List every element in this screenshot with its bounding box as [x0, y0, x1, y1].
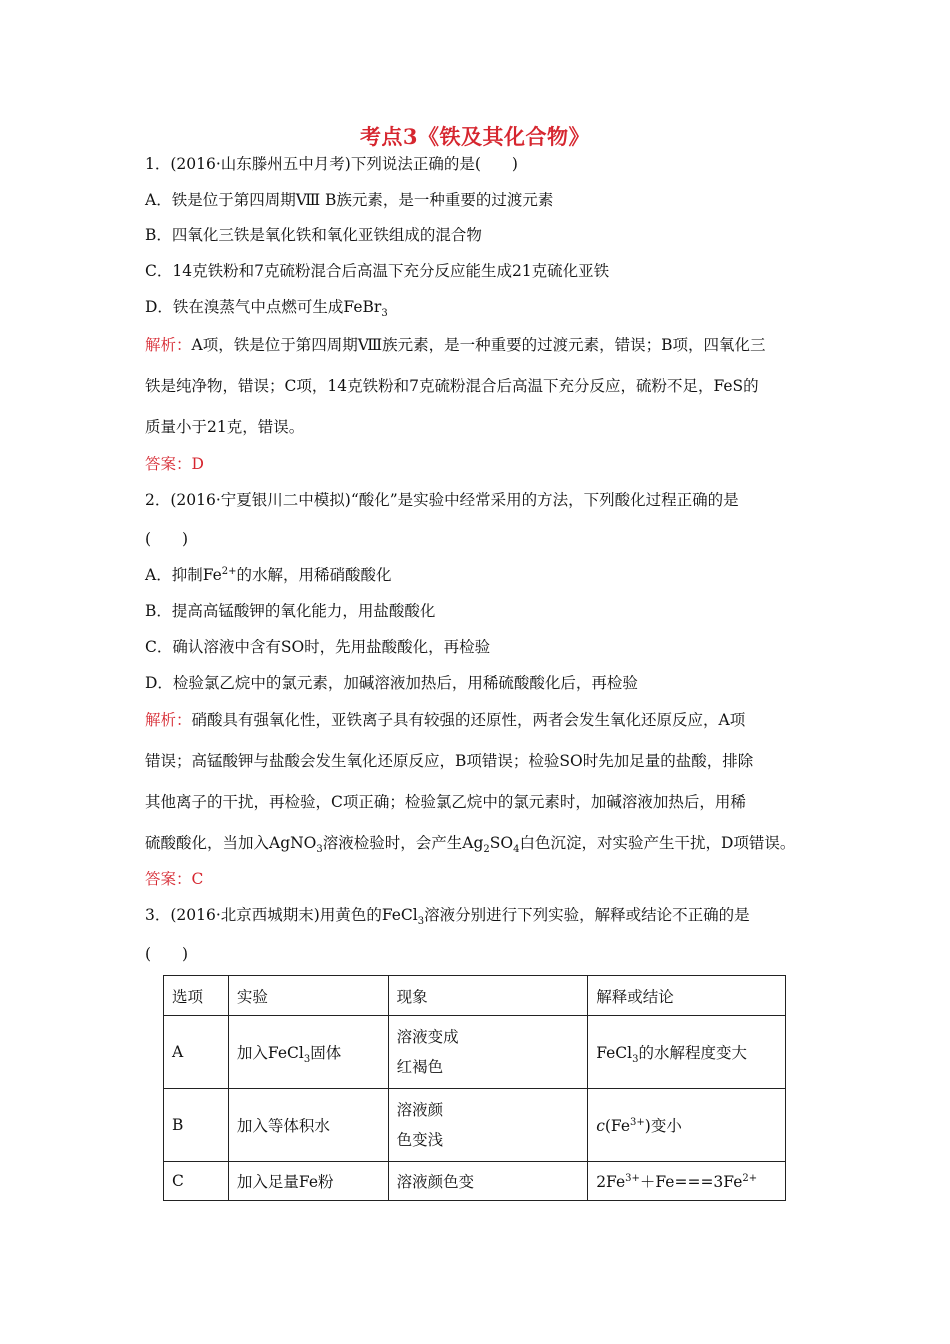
- q1-analysis-text-1: A项，铁是位于第四周期Ⅷ族元素，是一种重要的过渡元素，错误；B项，四氧化三: [191, 336, 766, 354]
- row-a-conclusion: [588, 1016, 786, 1089]
- row-a-exp-pre: 加入FeCl: [236, 1044, 304, 1062]
- q2-answer: 答案：C: [145, 870, 204, 888]
- q1-stem: 1．(2016·山东滕州五中月考)下列说法正确的是( ): [145, 155, 518, 173]
- q1-option-d: [145, 295, 388, 320]
- q2-analysis-4c: SO: [489, 834, 514, 852]
- q1-analysis-line-1: [145, 333, 766, 355]
- table-row: [164, 1016, 786, 1089]
- row-a-exp-sub: 3: [303, 1054, 311, 1066]
- q2-stem-line-1: 2．(2016·宁夏银川二中模拟)“酸化”是实验中经常采用的方法，下列酸化过程正确的是: [145, 491, 739, 509]
- header-conclusion: 解释或结论: [588, 976, 786, 1016]
- q2-analysis-label: 解析：: [145, 711, 192, 729]
- row-b-conclusion: [588, 1089, 786, 1162]
- q2-analysis-4s2: 2: [483, 844, 490, 856]
- row-c-option: C: [164, 1162, 229, 1201]
- header-phenomenon: 现象: [388, 976, 588, 1016]
- q3-stem-pre: 3．(2016·北京西城期末)用黄色的FeCl: [145, 906, 418, 924]
- q1-answer: 答案：D: [145, 455, 204, 473]
- row-b-conc-post: )变小: [644, 1117, 682, 1135]
- row-b-phenomenon: [388, 1089, 588, 1162]
- q2-option-a: [145, 563, 392, 585]
- q2-stem-line-2: ( ): [145, 530, 189, 548]
- row-a-phen-1: 溶液变成: [396, 1028, 459, 1046]
- row-c-conclusion: [588, 1162, 786, 1201]
- q2-analysis-4a: 硫酸酸化，当加入AgNO: [145, 834, 317, 852]
- row-c-conc-b: ＋Fe===3Fe: [639, 1173, 743, 1191]
- row-a-option: A: [164, 1016, 229, 1089]
- q3-stem-sub: 3: [417, 916, 425, 928]
- q1-analysis-line-2: 铁是纯净物，错误；C项，14克铁粉和7克硫粉混合后高温下充分反应，硫粉不足，FeS的: [145, 377, 759, 395]
- row-c-experiment: 加入足量Fe粉: [228, 1162, 388, 1201]
- row-b-phen-1: 溶液颜: [396, 1101, 444, 1119]
- row-a-exp-post: 固体: [310, 1044, 342, 1062]
- q2-option-b: B．提高高锰酸钾的氧化能力，用盐酸酸化: [145, 602, 436, 620]
- row-c-conc-sup1: 3+: [625, 1172, 640, 1184]
- q1-option-d-sub: 3: [381, 308, 388, 320]
- q2-analysis-4s3: 4: [513, 844, 520, 856]
- q2-analysis-text-1: 硝酸具有强氧化性，亚铁离子具有较强的还原性，两者会发生氧化还原反应，A项: [191, 711, 746, 729]
- row-b-experiment: 加入等体积水: [228, 1089, 388, 1162]
- row-c-phenomenon: 溶液颜色变: [388, 1162, 588, 1201]
- q3-table: [163, 975, 786, 1201]
- row-b-option: B: [164, 1089, 229, 1162]
- row-a-conc-sub: 3: [632, 1054, 639, 1066]
- q1-analysis-label: 解析：: [145, 336, 192, 354]
- row-a-phenomenon: [388, 1016, 588, 1089]
- table-header-row: [164, 976, 786, 1016]
- q3-stem-line-1: [145, 903, 750, 928]
- row-b-conc-it: c: [596, 1117, 605, 1135]
- q3-stem-line-2: ( ): [145, 945, 189, 963]
- q2-option-a-post: 的水解，用稀硝酸酸化: [236, 566, 392, 584]
- table-row: [164, 1162, 786, 1201]
- q2-analysis-4b: 溶液检验时，会产生Ag: [322, 834, 484, 852]
- row-a-conc-pre: FeCl: [596, 1044, 633, 1062]
- row-a-conc-post: 的水解程度变大: [638, 1044, 747, 1062]
- q1-option-b: B．四氧化三铁是氧化铁和氧化亚铁组成的混合物: [145, 226, 482, 244]
- row-c-conc-sup2: 2+: [742, 1172, 758, 1184]
- header-experiment: 实验: [228, 976, 388, 1016]
- q2-option-d: D．检验氯乙烷中的氯元素，加碱溶液加热后，用稀硫酸酸化后，再检验: [145, 674, 638, 692]
- q2-option-a-pre: A．抑制Fe: [145, 566, 222, 584]
- row-a-experiment: [228, 1016, 388, 1089]
- q1-option-c: C．14克铁粉和7克硫粉混合后高温下充分反应能生成21克硫化亚铁: [145, 262, 610, 280]
- row-a-phen-2: 红褐色: [396, 1058, 444, 1076]
- row-b-conc-pre: (Fe: [604, 1117, 631, 1135]
- row-c-conc-a: 2Fe: [596, 1173, 626, 1191]
- row-b-phen-2: 色变浅: [396, 1131, 444, 1149]
- table-row: [164, 1089, 786, 1162]
- q1-analysis-line-3: 质量小于21克，错误。: [145, 418, 305, 436]
- q2-analysis-line-3: 其他离子的干扰，再检验，C项正确；检验氯乙烷中的氯元素时，加碱溶液加热后，用稀: [145, 793, 746, 811]
- page-title: 考点3《铁及其化合物》: [359, 124, 591, 149]
- header-option: 选项: [164, 976, 229, 1016]
- q2-analysis-line-4: [145, 831, 796, 856]
- q2-analysis-4s1: 3: [316, 844, 323, 856]
- q2-analysis-line-2: 错误；高锰酸钾与盐酸会发生氧化还原反应，B项错误；检验SO时先加足量的盐酸，排除: [145, 752, 754, 770]
- q1-option-a: A．铁是位于第四周期Ⅷ B族元素，是一种重要的过渡元素: [145, 191, 554, 209]
- q2-option-c: C．确认溶液中含有SO时，先用盐酸酸化，再检验: [145, 638, 491, 656]
- q1-option-d-text: D．铁在溴蒸气中点燃可生成FeBr: [145, 298, 382, 316]
- row-b-conc-sup: 3+: [630, 1116, 645, 1128]
- q2-option-a-sup: 2+: [221, 565, 237, 577]
- q2-analysis-4d: 白色沉淀，对实验产生干扰，D项错误。: [519, 834, 796, 852]
- q2-analysis-line-1: [145, 708, 745, 730]
- q3-stem-post: 溶液分别进行下列实验，解释或结论不正确的是: [424, 906, 750, 924]
